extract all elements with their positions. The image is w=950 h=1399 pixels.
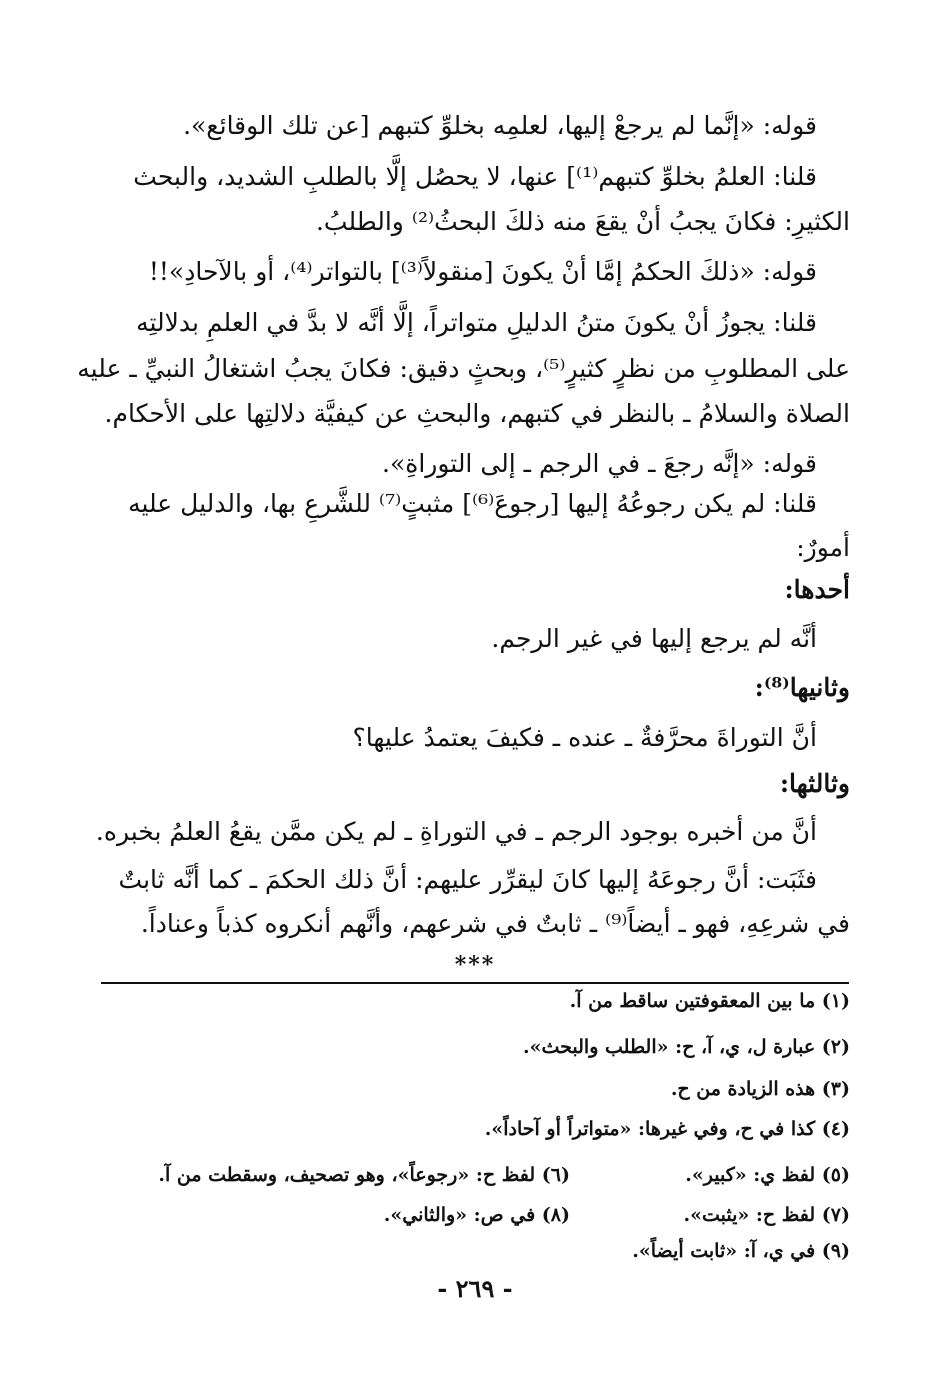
text-line: أنَّ التوراةَ محرَّفةٌ ـ عنده ـ فكيفَ يعتمدُ عليها؟ — [352, 723, 817, 752]
text-line: قوله: «ذلكَ الحكمُ إمَّا أنْ يكونَ [منقولاً⁽³⁾] بالتواتر⁽⁴⁾، أو بالآحادِ»!! — [148, 257, 817, 286]
text-line: قلنا: يجوزُ أنْ يكونَ متنُ الدليلِ متواتراً، إلَّا أنَّه لا بدَّ في العلمِ بدلالتِه — [136, 308, 817, 337]
footnote: (٤) كذا في ح، وفي غيرها: «متواتراً أو آحاداً». — [484, 1118, 850, 1140]
text-line: قوله: «إنَّما لم يرجعْ إليها، لعلمِه بخلوِّ كتبهم [عن تلك الوقائع». — [183, 111, 817, 140]
text-line: في شرعِهِ، فهو ـ أيضاً⁽⁹⁾ ـ ثابتٌ في شرعهم، وأنَّهم أنكروه كذباً وعناداً. — [140, 909, 850, 938]
text-line: الكثيرِ: فكانَ يجبُ أنْ يقعَ منه ذلكَ البحثُ⁽²⁾ والطلبُ. — [315, 207, 850, 236]
footnote: (٣) هذه الزيادة من ح. — [670, 1078, 850, 1100]
page-number: - ٢٦٩ - — [437, 1274, 513, 1303]
section-heading: أحدها: — [784, 575, 850, 604]
footnote: (٥) لفظ ي: «كبير». — [685, 1164, 850, 1186]
text-line: فثَبَت: أنَّ رجوعَهُ إليها كانَ ليقرِّر عليهم: أنَّ ذلك الحكمَ ـ كما أنَّه ثابتٌ — [118, 865, 817, 894]
footnote: (٦) لفظ ح: «رجوعاً»، وهو تصحيف، وسقطت من آ. — [158, 1164, 570, 1186]
section-heading: وثانيها⁽⁸⁾: — [754, 673, 850, 702]
text-line: على المطلوبِ من نظرٍ كثيرٍ⁽⁵⁾، وبحثٍ دقيق: فكانَ يجبُ اشتغالُ النبيِّ ـ عليه — [77, 354, 850, 383]
text-line: أنَّ من أخبره بوجود الرجم ـ في التوراةِ ـ لم يكن ممَّن يقعُ العلمُ بخبره. — [95, 817, 817, 846]
section-separator: *** — [454, 952, 496, 978]
footnote-divider — [101, 982, 849, 984]
footnote: (١) ما بين المعقوفتين ساقط من آ. — [569, 990, 850, 1012]
footnote: (٩) في ي، آ: «ثابت أيضاً». — [632, 1240, 850, 1262]
text-line: أنَّه لم يرجع إليها في غير الرجم. — [491, 624, 817, 653]
section-heading: وثالثها: — [779, 769, 850, 798]
footnote: (٨) في ص: «والثاني». — [383, 1204, 570, 1226]
text-line: الصلاة والسلامُ ـ بالنظر في كتبهم، والبحثِ عن كيفيَّة دلالتِها على الأحكام. — [104, 399, 850, 428]
text-line: قوله: «إنَّه رجعَ ـ في الرجم ـ إلى التوراةِ». — [382, 449, 817, 478]
footnote: (٧) لفظ ح: «يثبت». — [683, 1204, 850, 1226]
text-line: قلنا: العلمُ بخلوِّ كتبهم⁽¹⁾] عنها، لا يحصُل إلَّا بالطلبِ الشديد، والبحث — [133, 162, 817, 191]
text-line: قلنا: لم يكن رجوعُهُ إليها [رجوعَ⁽⁶⁾] مثبتٍ⁽⁷⁾ للشَّرعِ بها، والدليل عليه — [128, 489, 817, 518]
text-line: أمورٌ: — [796, 533, 850, 562]
footnote: (٢) عبارة ل، ي، آ، ح: «الطلب والبحث». — [523, 1036, 850, 1058]
